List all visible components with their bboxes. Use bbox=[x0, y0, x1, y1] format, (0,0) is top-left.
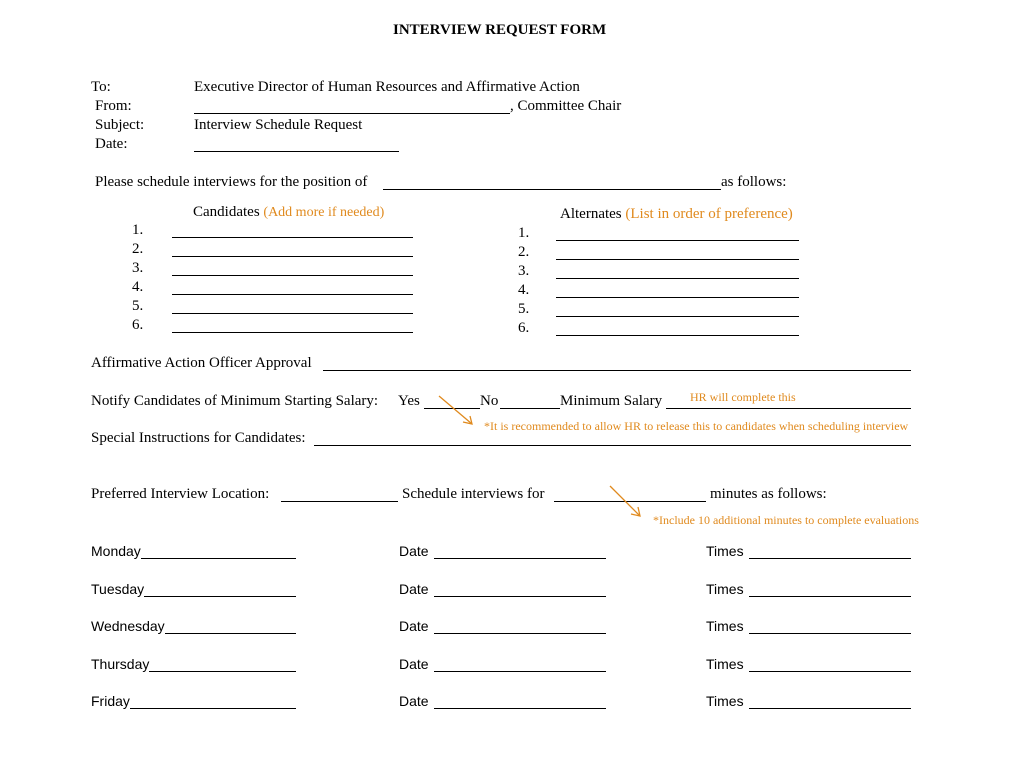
candidate-number: 1. bbox=[132, 222, 144, 238]
candidate-number: 6. bbox=[132, 317, 144, 333]
from-suffix: , Committee Chair bbox=[510, 98, 622, 114]
schedule-day-field[interactable] bbox=[144, 596, 296, 597]
alternate-number: 4. bbox=[518, 282, 530, 298]
schedule-day-label: Monday bbox=[91, 543, 141, 559]
to-label: To: bbox=[91, 79, 111, 95]
schedule-times-field[interactable] bbox=[749, 708, 911, 709]
subject-value: Interview Schedule Request bbox=[194, 117, 363, 133]
approval-label: Affirmative Action Officer Approval bbox=[91, 355, 312, 371]
schedule-date-field[interactable] bbox=[434, 708, 606, 709]
location-label: Preferred Interview Location: bbox=[91, 486, 270, 502]
candidates-note: (Add more if needed) bbox=[263, 205, 385, 220]
alternate-number: 2. bbox=[518, 244, 530, 260]
salary-label: Notify Candidates of Minimum Starting Salary: bbox=[91, 393, 379, 409]
schedule-day-label: Tuesday bbox=[91, 580, 145, 597]
schedule-times-field[interactable] bbox=[749, 596, 911, 597]
candidates-heading-text: Candidates bbox=[193, 204, 260, 220]
alternate-number: 6. bbox=[518, 320, 530, 336]
schedule-times-field[interactable] bbox=[749, 633, 911, 634]
date-label: Date: bbox=[95, 136, 128, 152]
schedule-times-field[interactable] bbox=[749, 671, 911, 672]
from-label: From: bbox=[95, 98, 132, 114]
schedule-date-field[interactable] bbox=[434, 558, 606, 559]
candidate-number: 2. bbox=[132, 241, 144, 257]
position-prefix: Please schedule interviews for the position of bbox=[95, 174, 368, 190]
minutes-label: minutes as follows: bbox=[710, 486, 827, 502]
hr-note: HR will complete this bbox=[690, 390, 796, 404]
schedule-day-field[interactable] bbox=[165, 633, 296, 634]
alternate-number: 1. bbox=[518, 225, 530, 241]
salary-minimum-label: Minimum Salary bbox=[560, 393, 663, 409]
schedule-label: Schedule interviews for bbox=[402, 486, 545, 502]
special-label: Special Instructions for Candidates: bbox=[91, 430, 306, 446]
salary-no-label: No bbox=[480, 393, 499, 409]
schedule-day-field[interactable] bbox=[149, 671, 296, 672]
schedule-times-label: Times bbox=[706, 655, 744, 672]
schedule-day-label: Friday bbox=[91, 693, 130, 709]
alternates-heading-text: Alternates bbox=[560, 206, 622, 222]
form-title: INTERVIEW REQUEST FORM bbox=[393, 22, 607, 38]
schedule-date-field[interactable] bbox=[434, 671, 606, 672]
schedule-date-field[interactable] bbox=[434, 633, 606, 634]
alternates-note: (List in order of preference) bbox=[625, 206, 793, 222]
schedule-times-label: Times bbox=[706, 580, 744, 597]
evaluation-note: *Include 10 additional minutes to complete evaluations bbox=[653, 513, 919, 527]
schedule-day-label: Thursday bbox=[91, 655, 150, 672]
candidate-number: 4. bbox=[132, 279, 144, 295]
schedule-date-label: Date bbox=[399, 655, 429, 672]
schedule-day-field[interactable] bbox=[130, 708, 296, 709]
schedule-date-label: Date bbox=[399, 543, 429, 559]
schedule-times-field[interactable] bbox=[749, 558, 911, 559]
candidate-number: 3. bbox=[132, 260, 144, 276]
schedule-times-label: Times bbox=[706, 543, 744, 559]
arrow-minutes bbox=[610, 486, 640, 516]
schedule-day-field[interactable] bbox=[141, 558, 296, 559]
schedule-date-field[interactable] bbox=[434, 596, 606, 597]
arrow-salary bbox=[439, 396, 472, 424]
subject-label: Subject: bbox=[95, 117, 145, 133]
schedule-times-label: Times bbox=[706, 618, 744, 634]
schedule-date-label: Date bbox=[399, 618, 429, 634]
schedule-date-label: Date bbox=[399, 580, 429, 597]
recommend-note: *It is recommended to allow HR to release this to candidates when scheduling interview bbox=[484, 419, 909, 433]
alternate-number: 3. bbox=[518, 263, 530, 279]
salary-yes-label: Yes bbox=[398, 393, 420, 409]
to-value: Executive Director of Human Resources and Affirmative Action bbox=[194, 79, 580, 95]
candidate-number: 5. bbox=[132, 298, 144, 314]
alternate-number: 5. bbox=[518, 301, 530, 317]
position-suffix: as follows: bbox=[721, 174, 787, 190]
schedule-date-label: Date bbox=[399, 693, 429, 709]
schedule-times-label: Times bbox=[706, 693, 744, 709]
schedule-day-label: Wednesday bbox=[91, 618, 165, 634]
